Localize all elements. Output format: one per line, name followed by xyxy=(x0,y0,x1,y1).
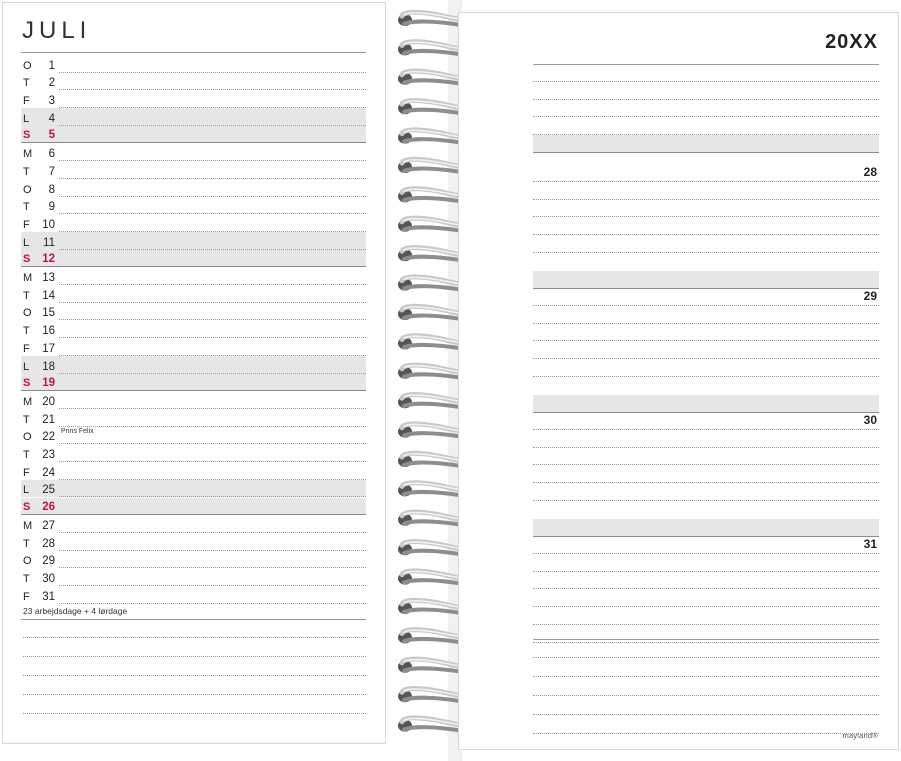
day-row xyxy=(21,321,366,339)
notes-rule xyxy=(21,619,366,620)
note-line xyxy=(533,340,879,341)
day-letter: S xyxy=(23,253,31,266)
day-number: 6 xyxy=(48,148,55,161)
day-letter: O xyxy=(23,59,32,72)
day-row xyxy=(21,551,366,569)
day-number: 19 xyxy=(42,377,55,390)
day-row xyxy=(21,515,366,533)
note-line xyxy=(533,99,879,100)
note-line xyxy=(23,713,366,714)
note-line xyxy=(533,464,879,465)
note-line xyxy=(533,657,879,658)
day-number: 14 xyxy=(42,289,55,302)
weekend-band xyxy=(533,135,879,153)
day-number: 17 xyxy=(42,342,55,355)
day-row xyxy=(21,391,366,409)
note-line xyxy=(23,675,366,676)
day-letter: T xyxy=(23,165,30,178)
note-line xyxy=(533,116,879,117)
note-line xyxy=(533,216,879,217)
day-letter: T xyxy=(23,325,30,338)
day-number: 10 xyxy=(42,218,55,231)
day-letter: F xyxy=(23,342,30,355)
day-letter: T xyxy=(23,572,30,585)
day-letter: O xyxy=(23,307,32,320)
note-line xyxy=(533,571,879,572)
day-number: 15 xyxy=(42,307,55,320)
weekend-band xyxy=(533,395,879,413)
day-letter: L xyxy=(23,484,30,497)
week-number: 28 xyxy=(863,165,877,179)
day-number: 30 xyxy=(42,572,55,585)
day-row xyxy=(21,586,366,604)
day-number: 24 xyxy=(42,466,55,479)
day-letter: M xyxy=(23,395,33,408)
day-number: 23 xyxy=(42,449,55,462)
note-line xyxy=(23,694,366,695)
day-letter: F xyxy=(23,590,30,603)
day-letter: F xyxy=(23,95,30,108)
day-letter: S xyxy=(23,129,31,142)
day-number: 7 xyxy=(48,165,55,178)
note-line xyxy=(533,305,879,306)
day-number: 18 xyxy=(42,360,55,373)
day-letter: L xyxy=(23,360,30,373)
day-number: 22 xyxy=(42,431,55,444)
note-line xyxy=(533,376,879,377)
day-letter: M xyxy=(23,272,33,285)
note-line xyxy=(533,676,879,677)
day-row xyxy=(21,161,366,179)
note-line xyxy=(533,695,879,696)
note-line xyxy=(533,588,879,589)
note-line xyxy=(533,429,879,430)
day-number: 5 xyxy=(48,129,55,142)
day-number: 29 xyxy=(42,555,55,568)
day-number: 27 xyxy=(42,519,55,532)
note-line xyxy=(533,714,879,715)
day-row xyxy=(21,533,366,551)
day-number: 11 xyxy=(43,236,55,249)
day-note: Prins Felix xyxy=(61,427,94,435)
day-number: 8 xyxy=(48,183,55,196)
note-line xyxy=(533,447,879,448)
day-number: 26 xyxy=(42,501,55,514)
note-line xyxy=(533,252,879,253)
day-number: 28 xyxy=(42,537,55,550)
day-letter: M xyxy=(23,519,33,532)
day-row xyxy=(21,409,366,427)
day-number: 1 xyxy=(48,59,55,72)
day-row xyxy=(21,267,366,285)
day-letter: S xyxy=(23,501,31,514)
day-number: 16 xyxy=(42,325,55,338)
day-letter: O xyxy=(23,431,32,444)
weekend-band xyxy=(533,271,879,289)
note-line xyxy=(23,637,366,638)
day-letter: F xyxy=(23,466,30,479)
day-row xyxy=(21,197,366,215)
note-line xyxy=(533,323,879,324)
brand-logo: mayland® xyxy=(842,731,878,740)
day-letter: T xyxy=(23,289,30,302)
day-letter: T xyxy=(23,413,30,426)
day-rule xyxy=(59,603,366,604)
day-row xyxy=(21,55,366,73)
note-line xyxy=(533,500,879,501)
day-letter: L xyxy=(23,112,30,125)
header-rule xyxy=(21,52,366,53)
year-label: 20XX xyxy=(825,31,878,53)
day-letter: S xyxy=(23,377,31,390)
day-row xyxy=(21,462,366,480)
notes-rule xyxy=(533,639,879,640)
note-line xyxy=(533,553,879,554)
note-line xyxy=(533,642,879,643)
day-letter: O xyxy=(23,555,32,568)
day-row xyxy=(21,498,366,516)
note-line xyxy=(533,358,879,359)
day-row xyxy=(21,285,366,303)
day-row xyxy=(21,179,366,197)
day-number: 25 xyxy=(42,484,55,497)
note-line xyxy=(533,199,879,200)
day-number: 13 xyxy=(42,272,55,285)
weekend-band xyxy=(533,519,879,537)
day-letter: T xyxy=(23,77,30,90)
day-letter: T xyxy=(23,537,30,550)
week-number: 29 xyxy=(863,289,877,303)
note-line xyxy=(533,81,879,82)
day-row xyxy=(21,356,366,374)
note-line xyxy=(533,624,879,625)
day-letter: T xyxy=(23,201,30,214)
day-number: 21 xyxy=(42,413,55,426)
day-row xyxy=(21,126,366,144)
note-line xyxy=(533,606,879,607)
day-number: 9 xyxy=(48,201,55,214)
day-number: 20 xyxy=(42,395,55,408)
note-line xyxy=(533,733,879,734)
day-number: 2 xyxy=(48,77,55,90)
day-row xyxy=(21,303,366,321)
day-letter: L xyxy=(23,236,30,249)
day-row xyxy=(21,144,366,162)
day-row xyxy=(21,250,366,268)
week-number: 31 xyxy=(863,537,877,551)
day-number: 31 xyxy=(42,590,55,603)
day-letter: M xyxy=(23,148,33,161)
day-row xyxy=(21,90,366,108)
day-row xyxy=(21,374,366,392)
day-letter: O xyxy=(23,183,32,196)
day-row xyxy=(21,214,366,232)
right-page xyxy=(458,12,899,750)
day-row xyxy=(21,108,366,126)
day-letter: T xyxy=(23,449,30,462)
note-line xyxy=(533,482,879,483)
note-line xyxy=(533,181,879,182)
day-row xyxy=(21,73,366,91)
day-row xyxy=(21,338,366,356)
note-line xyxy=(533,234,879,235)
day-number: 3 xyxy=(48,95,55,108)
day-letter: F xyxy=(23,218,30,231)
workday-summary: 23 arbejdsdage + 4 lørdage xyxy=(23,606,128,616)
day-row xyxy=(21,427,366,445)
day-row xyxy=(21,568,366,586)
week-number: 30 xyxy=(863,413,877,427)
day-row xyxy=(21,444,366,462)
note-line xyxy=(23,656,366,657)
right-header-rule xyxy=(533,64,879,65)
day-number: 12 xyxy=(42,253,55,266)
day-row xyxy=(21,232,366,250)
left-page xyxy=(2,2,386,744)
day-row xyxy=(21,480,366,498)
month-title: JULI xyxy=(22,17,92,44)
day-number: 4 xyxy=(48,112,55,125)
